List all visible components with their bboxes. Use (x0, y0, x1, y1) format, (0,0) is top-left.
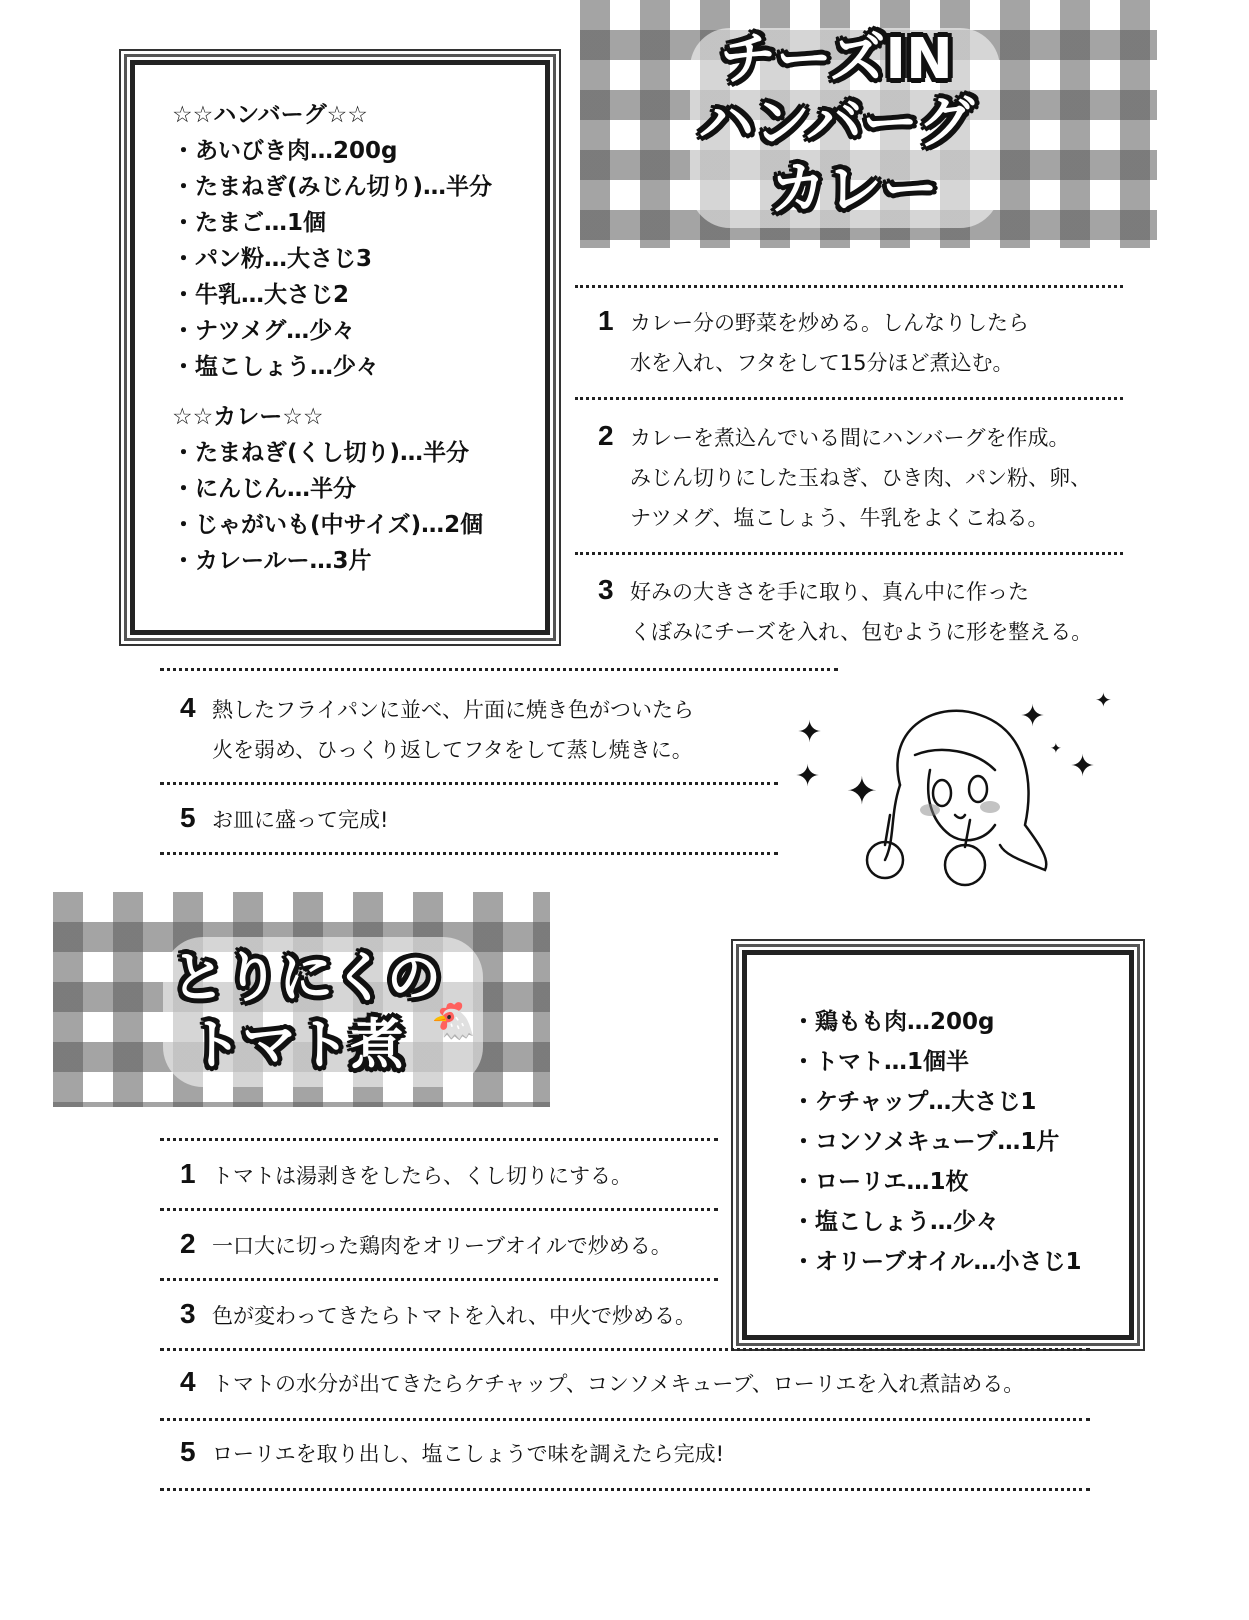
recipe2-ingredients (792, 1002, 1112, 1282)
sparkle-icon: ✦ (846, 769, 878, 813)
step-number: 5 (180, 1436, 196, 1467)
step-number: 2 (180, 1228, 196, 1259)
step-text: トマトは湯剥きをしたら、くし切りにする。 (212, 1164, 632, 1188)
divider (160, 782, 778, 785)
list-item: ・たまねぎ(みじん切り)…半分 (172, 174, 493, 200)
sparkle-icon: ✦ (1070, 749, 1096, 784)
list-item: ・パン粉…大さじ3 (172, 246, 373, 272)
step-number: 3 (598, 574, 614, 605)
step-text: 火を弱め、ひっくり返してフタをして蒸し焼きに。 (212, 738, 693, 762)
step-text: 好みの大きさを手に取り、真ん中に作った (630, 580, 1029, 604)
step-text: カレー分の野菜を炒める。しんなりしたら (630, 311, 1029, 335)
list-item: ・たまねぎ(くし切り)…半分 (172, 440, 470, 466)
list-item: ・カレールー…3片 (172, 548, 372, 574)
list-item: ・ローリエ…1枚 (792, 1169, 969, 1195)
step-text: ローリエを取り出し、塩こしょうで味を調えたら完成! (212, 1442, 724, 1466)
divider (160, 1208, 718, 1211)
step-number: 1 (180, 1158, 196, 1189)
sparkle-icon: ✦ (1050, 741, 1062, 757)
list-item: ・ケチャップ…大さじ1 (792, 1089, 1037, 1115)
recipe1-title-line2: ハンバーグ (698, 91, 975, 156)
step-text: カレーを煮込んでいる間にハンバーグを作成。 (630, 426, 1070, 450)
sparkle-icon: ✦ (797, 715, 823, 750)
step-number: 4 (180, 1366, 196, 1397)
step-number: 2 (598, 420, 614, 451)
list-item: ・塩こしょう…少々 (172, 354, 379, 380)
step-number: 5 (180, 802, 196, 833)
divider (160, 1278, 718, 1281)
step-text: 色が変わってきたらトマトを入れ、中火で炒める。 (212, 1304, 697, 1328)
divider (160, 852, 778, 855)
recipe1-title-banner (580, 0, 1157, 248)
step-number: 1 (598, 305, 614, 336)
step-text: 一口大に切った鶏肉をオリーブオイルで炒める。 (212, 1234, 672, 1258)
step-text: 水を入れ、フタをして15分ほど煮込む。 (630, 351, 1014, 375)
step-text: 熱したフライパンに並べ、片面に焼き色がついたら (212, 698, 694, 722)
sparkle-icon: ✦ (1020, 699, 1046, 734)
list-item: ・鶏もも肉…200g (792, 1009, 995, 1035)
list-item: ・コンソメキューブ…1片 (792, 1129, 1060, 1155)
list-item: ・オリーブオイル…小さじ1 (792, 1249, 1082, 1275)
divider (575, 397, 1123, 400)
divider (160, 1418, 1090, 1421)
recipe2-title-banner (53, 892, 550, 1107)
list-item: ・牛乳…大さじ2 (172, 282, 350, 308)
step-text: みじん切りにした玉ねぎ、ひき肉、パン粉、卵、 (630, 466, 1092, 490)
recipe2-title-line1: とりにくの (171, 946, 441, 1009)
list-item: ・塩こしょう…少々 (792, 1209, 999, 1235)
list-item: ・たまご…1個 (172, 210, 327, 236)
step-number: 4 (180, 692, 196, 723)
hamburg-heading: ☆☆ハンバーグ☆☆ (172, 102, 368, 128)
tomato-stew-ingredient-list (792, 1002, 1112, 1282)
recipe1-ingredients (172, 97, 522, 579)
divider (575, 552, 1123, 555)
divider (575, 285, 1123, 288)
hamburg-ingredient-list (172, 133, 522, 385)
divider (160, 1348, 1090, 1351)
list-item: ・にんじん…半分 (172, 476, 356, 502)
list-item: ・じゃがいも(中サイズ)…2個 (172, 512, 484, 538)
step-number: 3 (180, 1298, 196, 1329)
step-text: くぼみにチーズを入れ、包むように形を整える。 (630, 620, 1093, 644)
step-text: トマトの水分が出てきたらケチャップ、コンソメキューブ、ローリエを入れ煮詰める。 (212, 1372, 1025, 1396)
recipe2-title-line2: トマト煮 (188, 1013, 404, 1076)
curry-heading: ☆☆カレー☆☆ (172, 404, 324, 430)
list-item: ・トマト…1個半 (792, 1049, 970, 1075)
sparkle-icon: ✦ (1095, 688, 1112, 712)
sparkle-icon: ✦ (795, 759, 821, 794)
list-item: ・ナツメグ…少々 (172, 318, 356, 344)
step-text: お皿に盛って完成! (212, 808, 389, 832)
chicken-icon: 🐔 (431, 1001, 476, 1042)
girl-illustration (790, 685, 1130, 895)
recipe1-title-line1: チーズIN (720, 27, 953, 92)
list-item: ・あいびき肉…200g (172, 138, 398, 164)
step-text: ナツメグ、塩こしょう、牛乳をよくこねる。 (630, 506, 1049, 530)
curry-ingredient-list (172, 435, 522, 579)
divider (160, 668, 838, 671)
recipe1-title-line3: カレー (770, 157, 938, 222)
divider (160, 1138, 718, 1141)
divider (160, 1488, 1090, 1491)
